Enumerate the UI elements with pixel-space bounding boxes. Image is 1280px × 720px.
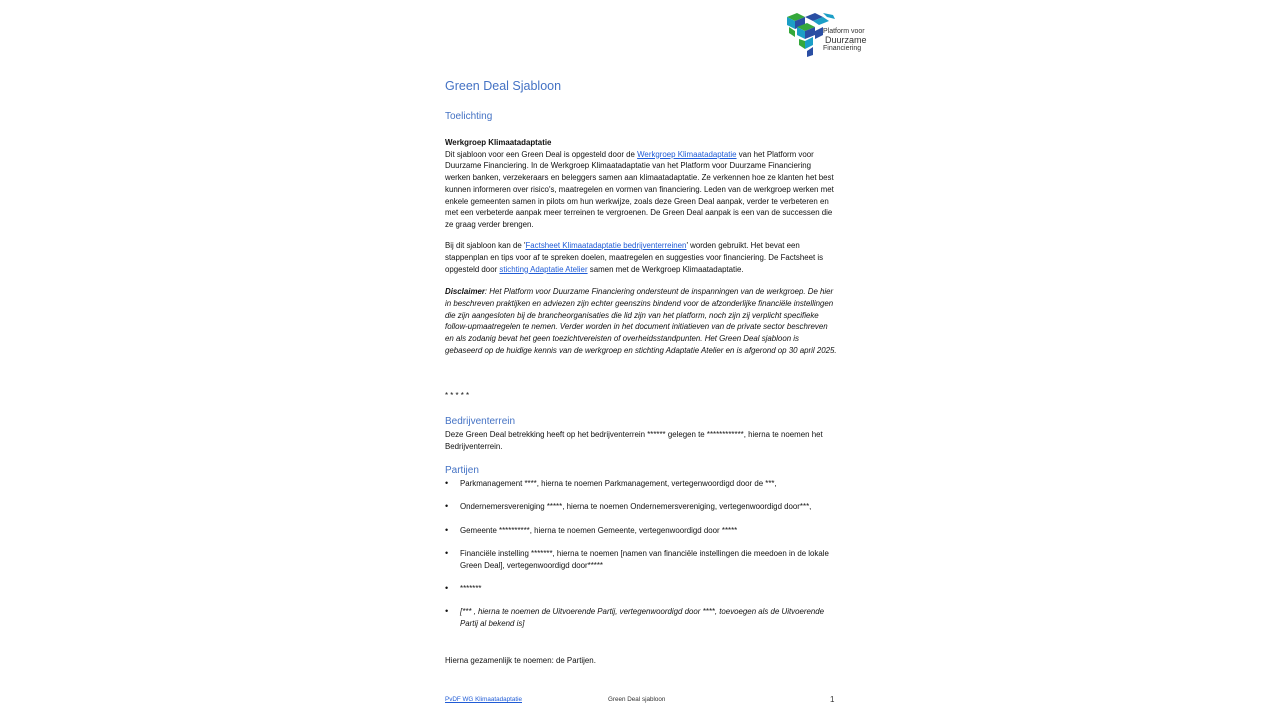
heading-partijen: Partijen [445,465,479,476]
paragraph-bedrijventerrein: Deze Green Deal betrekking heeft op het bedrijventerrein ****** gelegen te ************, hierna te noemen het Bedrijventerrein. [445,430,823,451]
page-number: 1 [830,695,835,704]
link-werkgroep-klimaatadaptatie[interactable]: Werkgroep Klimaatadaptatie [637,149,737,159]
factsheet-text-c: samen met de Werkgroep Klimaatadaptatie. [587,264,744,274]
intro-text-a: Dit sjabloon voor een Green Deal is opgesteld door de [445,149,638,159]
list-item: • ******* [445,583,837,595]
heading-toelichting: Toelichting [445,111,493,122]
paragraph-factsheet [445,240,837,275]
paragraph-closing: Hierna gezamenlijk te noemen: de Partijen. [445,656,596,665]
paragraph-disclaimer [445,286,837,357]
disclaimer-text: : Het Platform voor Duurzame Financiering ondersteunt de inspanningen van de werkgroep. De hier in beschreven praktijken en adviezen zijn echter geenszins bindend voor de afzonderlijke financiële instellingen die zijn aangesloten bij de brancheorganisaties die lid zijn van het platform, noch zijn zij verplicht specifieke follow-upmaatregelen te nemen. Verder worden in het document initiatieven van de private sector beschreven en als zodanig bevat het geen toezichtvereisten of overheidsstandpunten. Het Green Deal sjabloon is gebaseerd op de huidige kennis van de werkgroep en stichting Adaptatie Atelier en is afgerond op 30 april 2025. [445,287,837,355]
logo-line-2: Duurzame [825,34,867,45]
heading-bedrijventerrein: Bedrijventerrein [445,416,516,427]
separator-stars: * * * * * [445,391,470,400]
paragraph-intro [445,149,837,231]
factsheet-text-a: Bij dit sjabloon kan de ' [445,241,526,250]
list-item: • [*** , hierna te noemen de Uitvoerende Partij, vertegenwoordigd door ****, toevoegen als de Uitvoerende Partij al bekend is] [445,606,837,630]
list-item: • Financiële instelling *******, hierna te noemen [namen van financiële instellingen die meedoen in de lokale Green Deal], vertegenwoordigd door***** [445,548,837,572]
partijen-list [445,478,837,641]
platform-logo [783,11,878,57]
logo-line-1: Platform voor [823,28,865,35]
link-factsheet[interactable]: Factsheet Klimaatadaptatie bedrijventerreinen [525,241,687,250]
footer-title: Green Deal sjabloon [608,696,666,703]
factsheet-text-b: ' worden gebruikt. Het bevat een stappenplan en tips voor af te spreken doelen, maatregelen en suggesties voor financiering. De Factsheet is opgesteld door [445,241,824,274]
list-item: • Parkmanagement ****, hierna te noemen Parkmanagement, vertegenwoordigd door de ***, [445,478,837,490]
footer-link[interactable]: PvDF WG Klimaatadaptatie [445,696,522,703]
heading-werkgroep: Werkgroep Klimaatadaptatie [445,138,552,147]
list-item: • Gemeente **********, hierna te noemen Gemeente, vertegenwoordigd door ***** [445,525,837,537]
logo-line-3: Financiering [823,44,862,52]
disclaimer-label: Disclaimer [445,287,485,296]
link-adaptatie-atelier[interactable]: stichting Adaptatie Atelier [499,264,588,274]
document-title: Green Deal Sjabloon [445,79,562,93]
intro-text-b: van het Platform voor Duurzame Financiering. In de Werkgroep Klimaatadaptatie van het Platform voor Duurzame Financiering werken banken, verzekeraars en beleggers samen aan klimaatadaptatie. Ze verkennen hoe ze klanten het best kunnen informeren over risico's, maatregelen en vormen van financiering. Leden van de werkgroep werken met enkele gemeenten samen in pilots om hun werkwijze, zoals deze Green Deal aanpak, verder te verbeteren en met een verbeterde aanpak meer terreinen te vergroenen. De Green Deal aanpak is een van de successen die ze graag verder brengen. [445,149,834,229]
logo-text [823,28,867,52]
list-item: • Ondernemersvereniging *****, hierna te noemen Ondernemersvereniging, vertegenwoordigd door***, [445,501,837,513]
